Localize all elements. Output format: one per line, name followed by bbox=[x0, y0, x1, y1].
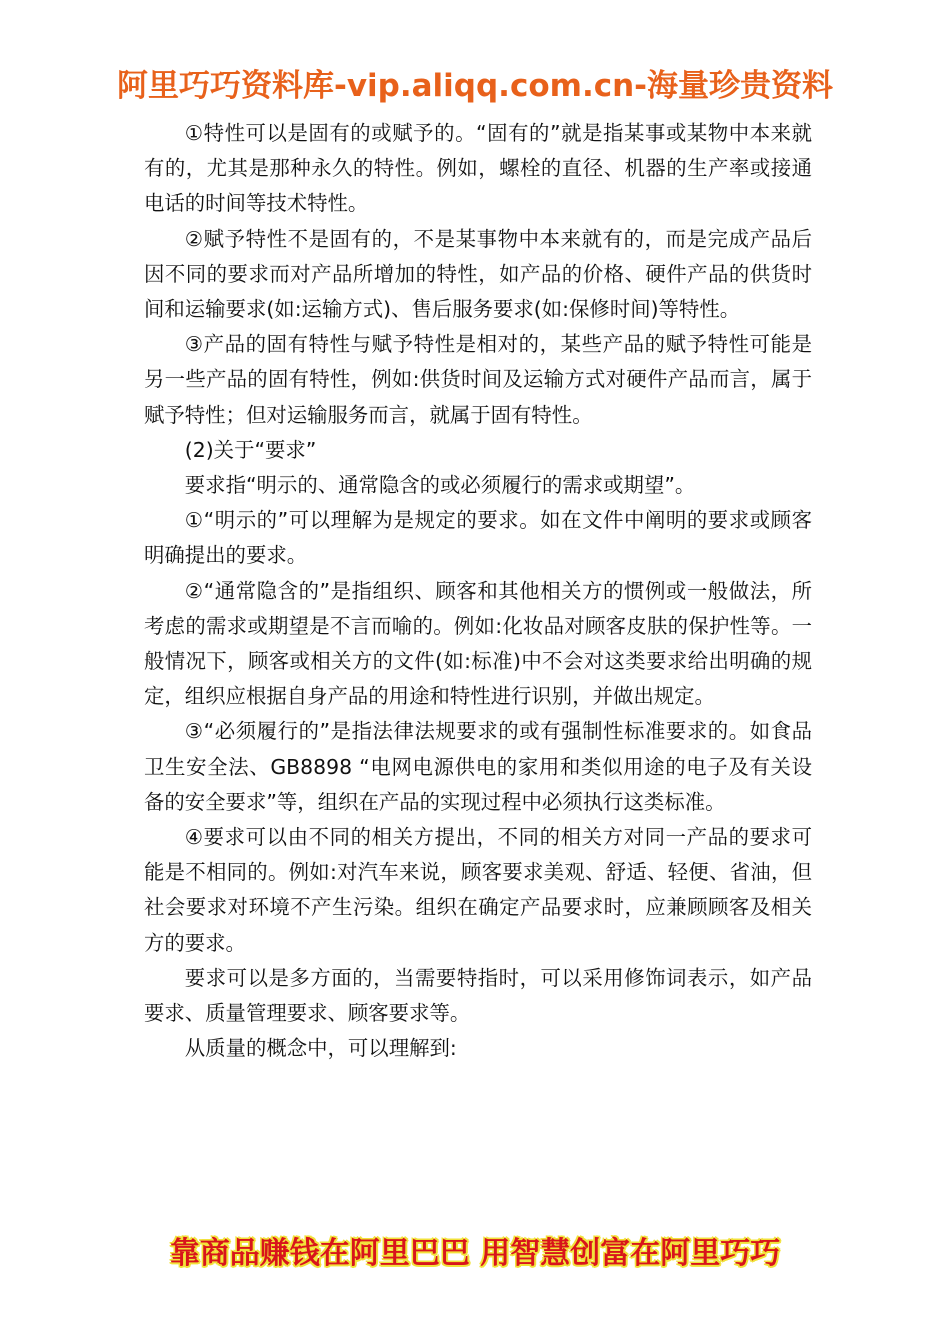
document-body bbox=[144, 116, 812, 1066]
paragraph-mandatory-requirements: ③“必须履行的”是指法律法规要求的或有强制性标准要求的。如食品卫生安全法、GB8898 “电网电源供电的家用和类似用途的电子及有关设备的安全要求”等，组织在产品的实现过程中必须执行这类标准。 bbox=[144, 719, 812, 814]
header-banner: 阿里巧巧资料库-vip.aliqq.com.cn-海量珍贵资料 bbox=[116, 68, 834, 104]
footer-banner: 靠商品赚钱在阿里巴巴 用智慧创富在阿里巧巧 bbox=[169, 1236, 781, 1271]
section-heading-requirements: (2)关于“要求” bbox=[184, 437, 317, 462]
paragraph-quality-concept-lead: 从质量的概念中，可以理解到: bbox=[184, 1036, 457, 1061]
paragraph-assigned-characteristics: ②赋予特性不是固有的，不是某事物中本来就有的，而是完成产品后因不同的要求而对产品所增加的特性，如产品的价格、硬件产品的供货时间和运输要求(如:运输方式)、售后服务要求(如:保修时间)等特性。 bbox=[144, 226, 812, 322]
paragraph-relative-characteristics: ③产品的固有特性与赋予特性是相对的，某些产品的赋予特性可能是另一些产品的固有特性，例如:供货时间及运输方式对硬件产品而言，属于赋予特性；但对运输服务而言，就属于固有特性。 bbox=[144, 332, 812, 427]
paragraph-implied-requirements: ②“通常隐含的”是指组织、顾客和其他相关方的惯例或一般做法，所考虑的需求或期望是不言而喻的。例如:化妆品对顾客皮肤的保护性等。一般情况下，顾客或相关方的文件(如:标准)中不会对这类要求给出明确的规定，组织应根据自身产品的用途和特性进行识别，并做出规定。 bbox=[144, 578, 812, 709]
paragraph-explicit-requirements: ①“明示的”可以理解为是规定的要求。如在文件中阐明的要求或顾客明确提出的要求。 bbox=[144, 508, 812, 568]
paragraph-requirement-modifiers: 要求可以是多方面的，当需要特指时，可以采用修饰词表示，如产品要求、质量管理要求、顾客要求等。 bbox=[144, 965, 812, 1026]
paragraph-inherent-characteristics: ①特性可以是固有的或赋予的。“固有的”就是指某事或某物中本来就有的，尤其是那种永久的特性。例如，螺栓的直径、机器的生产率或接通电话的时间等技术特性。 bbox=[144, 121, 812, 216]
paragraph-stakeholder-requirements: ④要求可以由不同的相关方提出，不同的相关方对同一产品的要求可能是不相同的。例如:对汽车来说，顾客要求美观、舒适、轻便、省油，但社会要求对环境不产生污染。组织在确定产品要求时，应兼顾顾客及相关方的要求。 bbox=[144, 825, 812, 955]
paragraph-requirements-definition: 要求指“明示的、通常隐含的或必须履行的需求或期望”。 bbox=[184, 473, 696, 498]
